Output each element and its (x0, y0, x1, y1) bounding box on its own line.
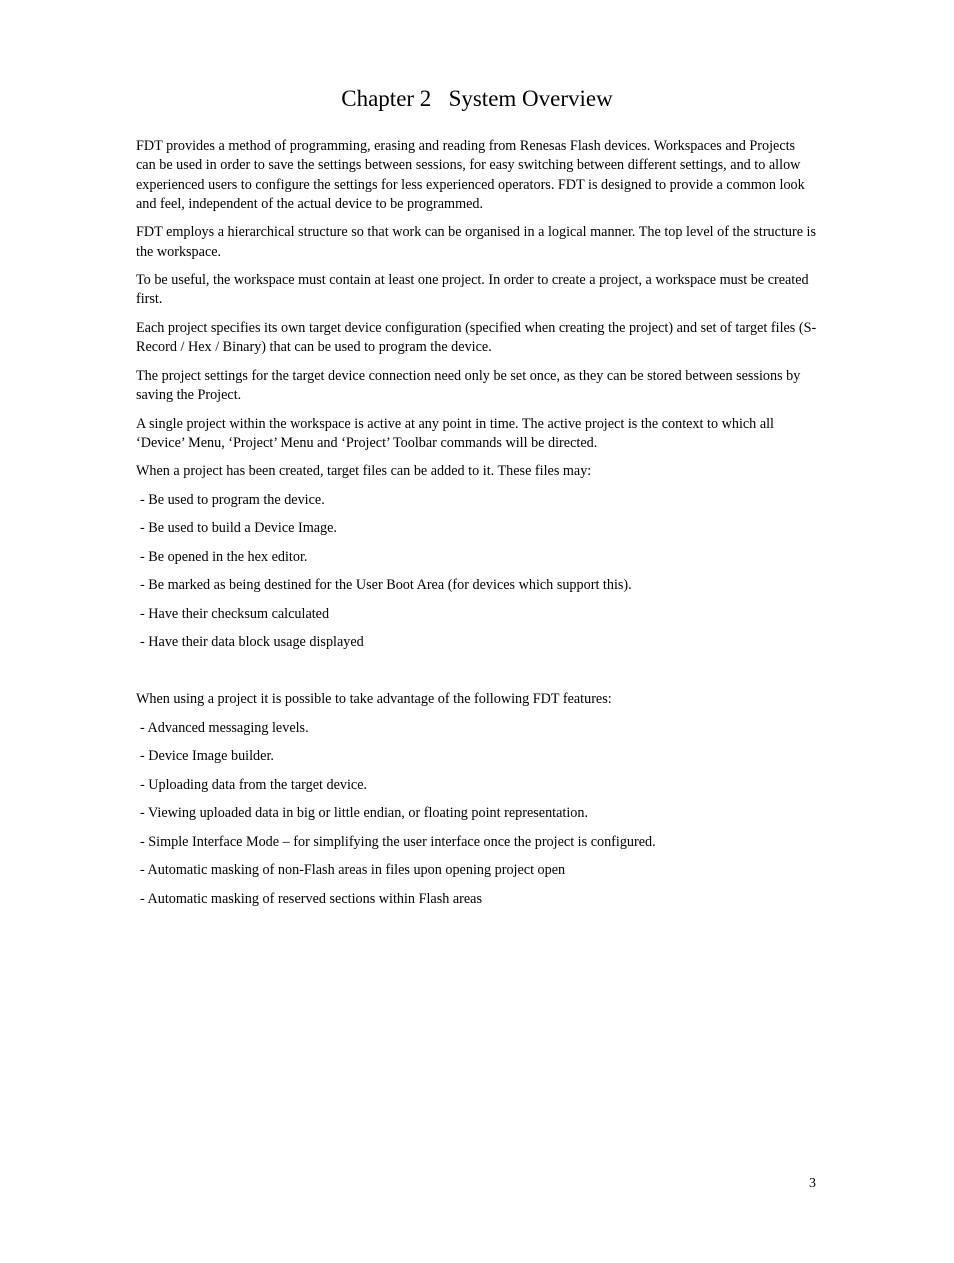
paragraph-intro: FDT provides a method of programming, erasing and reading from Renesas Flash devices. Workspaces and Projects can be used in order to save the settings between sessions, for easy switching between different settings, and to allow experienced users to configure the settings for less experienced operators. FDT is designed to provide a common look and feel, independent of the actual device to be programmed. (136, 138, 805, 212)
page-number: 3 (809, 1176, 816, 1191)
list-item: - Advanced messaging levels. (140, 719, 309, 736)
target-file-uses-list (136, 491, 818, 653)
chapter-title (0, 84, 954, 114)
section-spacer (136, 662, 818, 691)
paragraph-features-intro: When using a project it is possible to take advantage of the following FDT features: (136, 691, 612, 708)
list-item: - Automatic masking of non-Flash areas in files upon opening project open (140, 862, 566, 879)
list-item: - Be opened in the hex editor. (140, 548, 308, 565)
features-list (136, 719, 818, 909)
list-item: - Be used to build a Device Image. (140, 520, 337, 537)
paragraph-project-config: Each project specifies its own target device configuration (specified when creating the project) and set of target files (S-Record / Hex / Binary) that can be used to program the device. (136, 319, 817, 356)
paragraph-project-settings: The project settings for the target device connection need only be set once, as they can be stored between sessions by saving the Project. (136, 367, 801, 404)
list-item: - Simple Interface Mode – for simplifying the user interface once the project is configured. (140, 833, 656, 850)
list-item: - Have their checksum calculated (140, 605, 330, 622)
chapter-body (136, 137, 818, 918)
list-item: - Be used to program the device. (140, 491, 325, 508)
list-item: - Automatic masking of reserved sections within Flash areas (140, 890, 482, 907)
list-item: - Have their data block usage displayed (140, 634, 364, 651)
list-item: - Device Image builder. (140, 748, 274, 765)
chapter-name: System Overview (448, 86, 613, 111)
paragraph-target-files: When a project has been created, target files can be added to it. These files may: (136, 463, 592, 480)
paragraph-workspace-requirement: To be useful, the workspace must contain at least one project. In order to create a project, a workspace must be created first. (136, 272, 809, 308)
paragraph-active-project: A single project within the workspace is active at any point in time. The active project is the context to which all ‘Device’ Menu, ‘Project’ Menu and ‘Project’ Toolbar commands will be directed. (136, 415, 775, 451)
list-item: - Viewing uploaded data in big or little endian, or floating point representation. (140, 805, 589, 822)
paragraph-hierarchy: FDT employs a hierarchical structure so that work can be organised in a logical manner. The top level of the structure is the workspace. (136, 224, 817, 260)
list-item: - Uploading data from the target device. (140, 776, 368, 793)
chapter-number-label: Chapter 2 (341, 86, 432, 111)
list-item: - Be marked as being destined for the User Boot Area (for devices which support this). (140, 577, 632, 594)
